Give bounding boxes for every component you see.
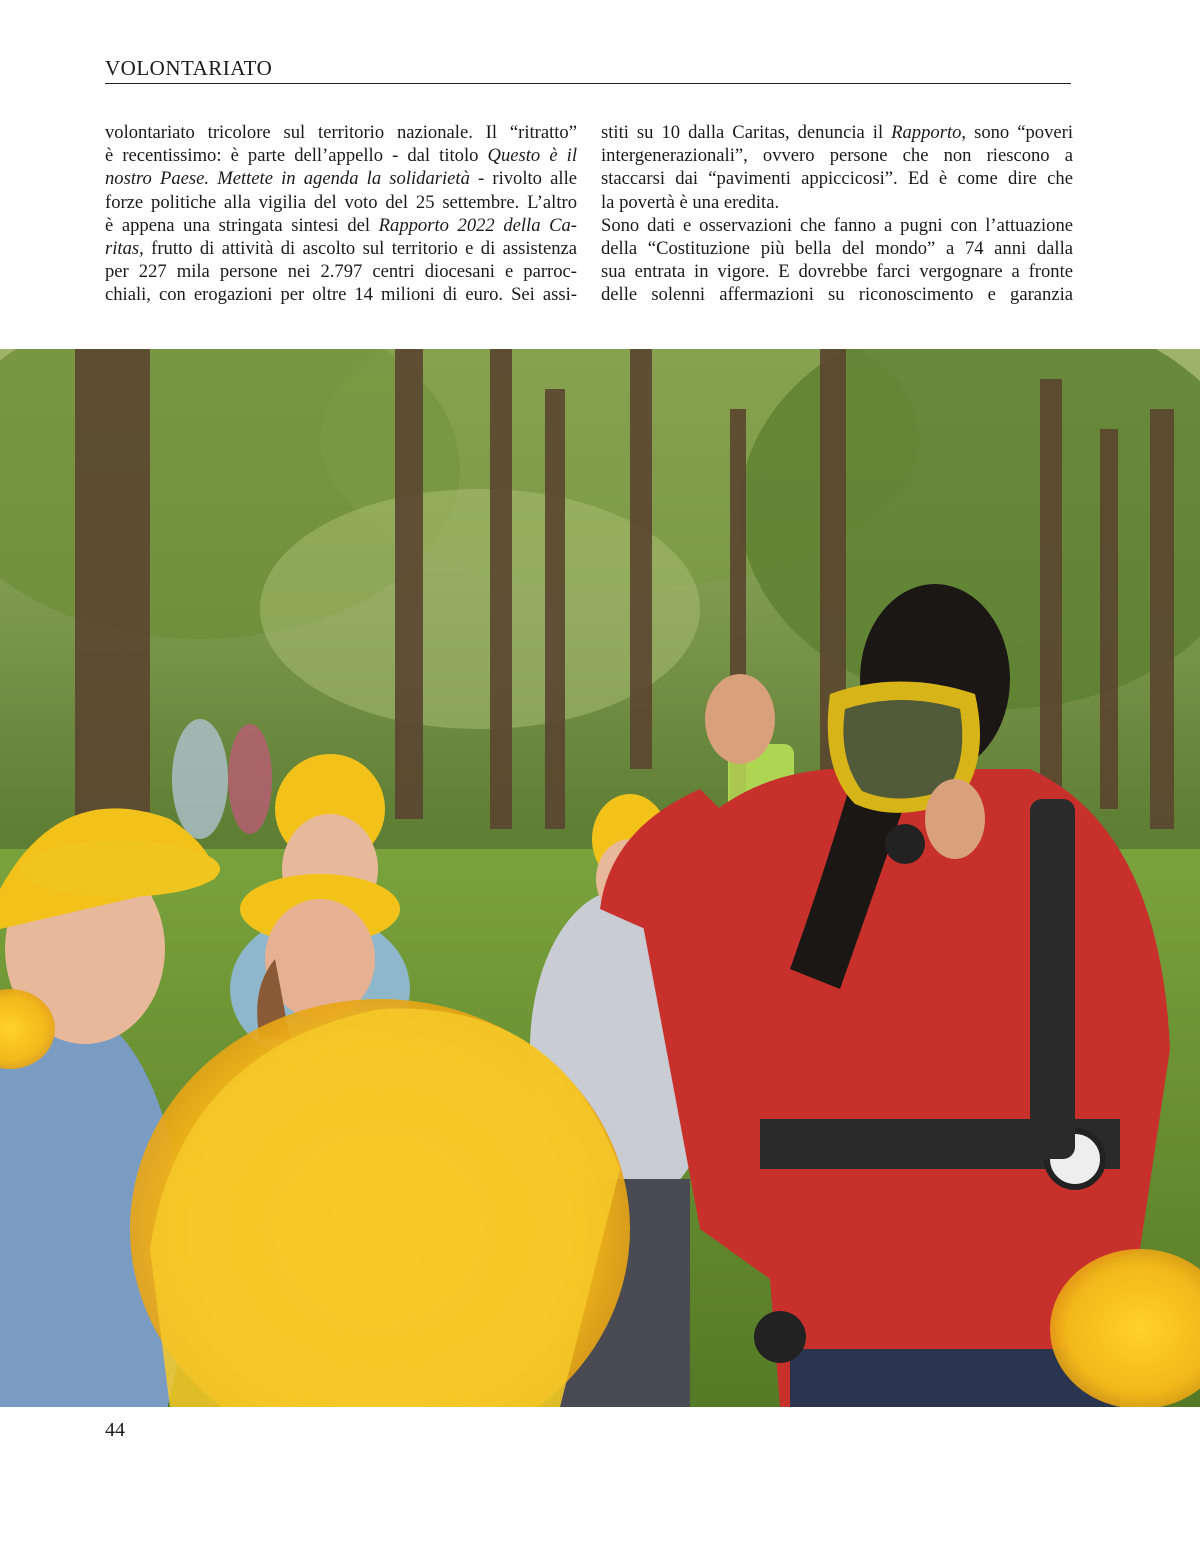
- article-column-left: [105, 121, 577, 307]
- italic-text: Questo è il: [487, 145, 577, 167]
- text-line: [105, 283, 577, 306]
- text-line: [105, 260, 577, 283]
- text-run: intergenerazionali”, ovvero persone che non riescono a: [601, 145, 1073, 167]
- text-line: [601, 121, 1073, 144]
- text-run: volontariato tricolore sul territorio nazionale. Il “ritratto”: [105, 122, 577, 143]
- text-line: [601, 191, 1073, 214]
- text-line: [601, 167, 1073, 190]
- text-run: sua entrata in vigore. E dovrebbe farci vergognare a fronte: [601, 261, 1073, 283]
- text-line: [601, 214, 1073, 237]
- text-run: , sono “poveri: [961, 122, 1073, 143]
- text-run: chiali, con erogazioni per oltre 14 milioni di euro. Sei assi-: [105, 284, 577, 306]
- text-run: la povertà è una eredita.: [601, 191, 780, 213]
- text-run: - rivolto alle: [469, 168, 577, 190]
- text-line: [601, 283, 1073, 306]
- text-line: [601, 144, 1073, 167]
- text-line: [601, 237, 1073, 260]
- italic-text: Rapporto 2022 della Ca-: [378, 214, 577, 236]
- italic-text: ritas: [105, 238, 140, 260]
- text-run: della “Costituzione più bella del mondo” a 74 anni dalla: [601, 238, 1073, 260]
- section-header: VOLONTARIATO: [105, 56, 1071, 84]
- text-run: , frutto di attività di ascolto sul territorio e di assistenza: [139, 238, 577, 260]
- text-run: stiti su 10 dalla Caritas, denuncia il: [601, 122, 892, 143]
- text-line: [105, 144, 577, 167]
- text-run: delle solenni affermazioni su riconoscimento e garanzia: [601, 284, 1073, 306]
- page-number: 44: [105, 1419, 125, 1441]
- article-column-right: [601, 121, 1073, 307]
- text-run: forze politiche alla vigilia del voto del 25 settembre. L’altro: [105, 191, 577, 213]
- text-run: è recentissimo: è parte dell’appello - dal titolo: [105, 145, 488, 167]
- text-line: [105, 237, 577, 260]
- text-run: per 227 mila persone nei 2.797 centri diocesani e parroc-: [105, 261, 577, 283]
- text-line: [105, 167, 577, 190]
- article-photo: [0, 349, 1200, 1407]
- italic-text: nostro Paese. Mettete in agenda la solidarietà: [105, 168, 470, 190]
- italic-text: Rapporto: [891, 122, 962, 143]
- text-line: [105, 214, 577, 237]
- text-line: [105, 191, 577, 214]
- photo-illustration: [0, 349, 1200, 1407]
- text-run: è appena una stringata sintesi del: [105, 214, 379, 236]
- text-run: staccarsi dai “pavimenti appiccicosi”. Ed è come dire che: [601, 168, 1073, 190]
- text-run: Sono dati e osservazioni che fanno a pugni con l’attuazione: [601, 214, 1073, 236]
- text-line: [105, 121, 577, 144]
- text-line: [601, 260, 1073, 283]
